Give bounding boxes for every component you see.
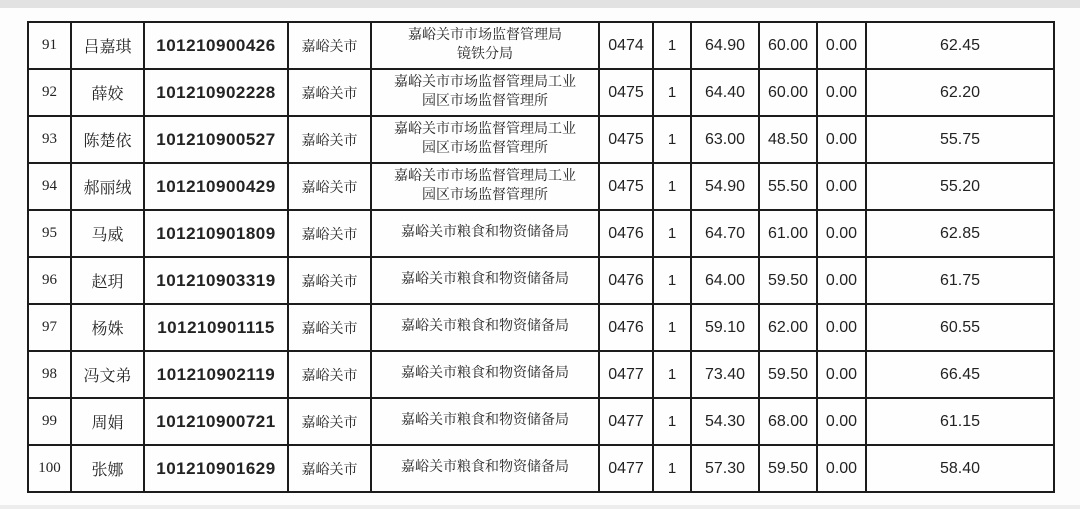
cell-written-score: 64.40 — [691, 69, 759, 116]
cell-department: 嘉峪关市粮食和物资储备局 — [371, 210, 599, 257]
cell-city: 嘉峪关市 — [288, 22, 371, 69]
cell-department: 嘉峪关市市场监督管理局工业 园区市场监督管理所 — [371, 69, 599, 116]
cell-city: 嘉峪关市 — [288, 69, 371, 116]
cell-interview-score: 59.50 — [759, 257, 817, 304]
cell-total-score: 55.20 — [866, 163, 1054, 210]
cell-bonus-score: 0.00 — [817, 210, 866, 257]
cell-rank: 98 — [28, 351, 71, 398]
cell-bonus-score: 0.00 — [817, 257, 866, 304]
cell-candidate-name: 郝丽绒 — [71, 163, 144, 210]
cell-interview-score: 62.00 — [759, 304, 817, 351]
table-row — [28, 210, 1054, 257]
cell-interview-score: 59.50 — [759, 351, 817, 398]
cell-position-code: 0475 — [599, 69, 653, 116]
cell-total-score: 62.85 — [866, 210, 1054, 257]
cell-department: 嘉峪关市市场监督管理局 镜铁分局 — [371, 22, 599, 69]
cell-department: 嘉峪关市粮食和物资储备局 — [371, 398, 599, 445]
cell-bonus-score: 0.00 — [817, 22, 866, 69]
cell-total-score: 58.40 — [866, 445, 1054, 492]
cell-total-score: 66.45 — [866, 351, 1054, 398]
cell-written-score: 63.00 — [691, 116, 759, 163]
cell-city: 嘉峪关市 — [288, 163, 371, 210]
table-row — [28, 257, 1054, 304]
cell-exam-id: 101210902119 — [144, 351, 288, 398]
cell-bonus-score: 0.00 — [817, 69, 866, 116]
cell-written-score: 59.10 — [691, 304, 759, 351]
cell-rank: 96 — [28, 257, 71, 304]
table-row — [28, 163, 1054, 210]
cell-written-score: 54.30 — [691, 398, 759, 445]
cell-position-code: 0476 — [599, 257, 653, 304]
cell-position-code: 0475 — [599, 163, 653, 210]
cell-bonus-score: 0.00 — [817, 398, 866, 445]
cell-interview-score: 48.50 — [759, 116, 817, 163]
cell-interview-score: 61.00 — [759, 210, 817, 257]
cell-position-code: 0476 — [599, 304, 653, 351]
cell-written-score: 54.90 — [691, 163, 759, 210]
cell-rank: 91 — [28, 22, 71, 69]
scores-table — [27, 21, 1055, 493]
cell-candidate-name: 杨姝 — [71, 304, 144, 351]
cell-headcount: 1 — [653, 116, 691, 163]
cell-department: 嘉峪关市粮食和物资储备局 — [371, 257, 599, 304]
cell-total-score: 61.75 — [866, 257, 1054, 304]
cell-department: 嘉峪关市市场监督管理局工业 园区市场监督管理所 — [371, 163, 599, 210]
cell-candidate-name: 冯文弟 — [71, 351, 144, 398]
cell-bonus-score: 0.00 — [817, 304, 866, 351]
cell-position-code: 0477 — [599, 445, 653, 492]
cell-rank: 100 — [28, 445, 71, 492]
cell-written-score: 73.40 — [691, 351, 759, 398]
cell-department: 嘉峪关市粮食和物资储备局 — [371, 304, 599, 351]
cell-headcount: 1 — [653, 210, 691, 257]
top-edge-band — [0, 0, 1080, 8]
cell-candidate-name: 薛姣 — [71, 69, 144, 116]
cell-total-score: 61.15 — [866, 398, 1054, 445]
cell-bonus-score: 0.00 — [817, 116, 866, 163]
bottom-edge-band — [0, 505, 1080, 509]
table-row — [28, 69, 1054, 116]
cell-bonus-score: 0.00 — [817, 163, 866, 210]
table-row — [28, 22, 1054, 69]
cell-position-code: 0477 — [599, 351, 653, 398]
cell-rank: 95 — [28, 210, 71, 257]
cell-position-code: 0477 — [599, 398, 653, 445]
cell-rank: 92 — [28, 69, 71, 116]
cell-exam-id: 101210902228 — [144, 69, 288, 116]
cell-city: 嘉峪关市 — [288, 257, 371, 304]
cell-candidate-name: 张娜 — [71, 445, 144, 492]
cell-city: 嘉峪关市 — [288, 398, 371, 445]
cell-department: 嘉峪关市市场监督管理局工业 园区市场监督管理所 — [371, 116, 599, 163]
cell-exam-id: 101210901629 — [144, 445, 288, 492]
cell-written-score: 57.30 — [691, 445, 759, 492]
cell-city: 嘉峪关市 — [288, 116, 371, 163]
cell-headcount: 1 — [653, 304, 691, 351]
cell-rank: 97 — [28, 304, 71, 351]
cell-position-code: 0476 — [599, 210, 653, 257]
table-row — [28, 116, 1054, 163]
cell-exam-id: 101210901115 — [144, 304, 288, 351]
cell-candidate-name: 马威 — [71, 210, 144, 257]
cell-interview-score: 59.50 — [759, 445, 817, 492]
cell-headcount: 1 — [653, 398, 691, 445]
cell-headcount: 1 — [653, 257, 691, 304]
cell-total-score: 62.45 — [866, 22, 1054, 69]
table-row — [28, 304, 1054, 351]
cell-exam-id: 101210901809 — [144, 210, 288, 257]
cell-exam-id: 101210900527 — [144, 116, 288, 163]
cell-interview-score: 60.00 — [759, 69, 817, 116]
cell-interview-score: 68.00 — [759, 398, 817, 445]
cell-city: 嘉峪关市 — [288, 210, 371, 257]
table-row — [28, 351, 1054, 398]
cell-exam-id: 101210900429 — [144, 163, 288, 210]
cell-city: 嘉峪关市 — [288, 351, 371, 398]
cell-headcount: 1 — [653, 351, 691, 398]
table-row — [28, 398, 1054, 445]
cell-written-score: 64.90 — [691, 22, 759, 69]
cell-candidate-name: 陈楚依 — [71, 116, 144, 163]
cell-total-score: 60.55 — [866, 304, 1054, 351]
cell-headcount: 1 — [653, 163, 691, 210]
cell-exam-id: 101210900426 — [144, 22, 288, 69]
cell-interview-score: 60.00 — [759, 22, 817, 69]
cell-rank: 94 — [28, 163, 71, 210]
cell-headcount: 1 — [653, 22, 691, 69]
cell-exam-id: 101210903319 — [144, 257, 288, 304]
cell-bonus-score: 0.00 — [817, 351, 866, 398]
cell-rank: 99 — [28, 398, 71, 445]
cell-total-score: 62.20 — [866, 69, 1054, 116]
cell-candidate-name: 吕嘉琪 — [71, 22, 144, 69]
cell-department: 嘉峪关市粮食和物资储备局 — [371, 351, 599, 398]
cell-written-score: 64.00 — [691, 257, 759, 304]
table-row — [28, 445, 1054, 492]
cell-candidate-name: 赵玥 — [71, 257, 144, 304]
cell-interview-score: 55.50 — [759, 163, 817, 210]
cell-city: 嘉峪关市 — [288, 445, 371, 492]
cell-position-code: 0475 — [599, 116, 653, 163]
cell-rank: 93 — [28, 116, 71, 163]
cell-written-score: 64.70 — [691, 210, 759, 257]
cell-headcount: 1 — [653, 69, 691, 116]
cell-headcount: 1 — [653, 445, 691, 492]
cell-department: 嘉峪关市粮食和物资储备局 — [371, 445, 599, 492]
cell-bonus-score: 0.00 — [817, 445, 866, 492]
cell-candidate-name: 周娟 — [71, 398, 144, 445]
cell-total-score: 55.75 — [866, 116, 1054, 163]
cell-position-code: 0474 — [599, 22, 653, 69]
cell-city: 嘉峪关市 — [288, 304, 371, 351]
cell-exam-id: 101210900721 — [144, 398, 288, 445]
